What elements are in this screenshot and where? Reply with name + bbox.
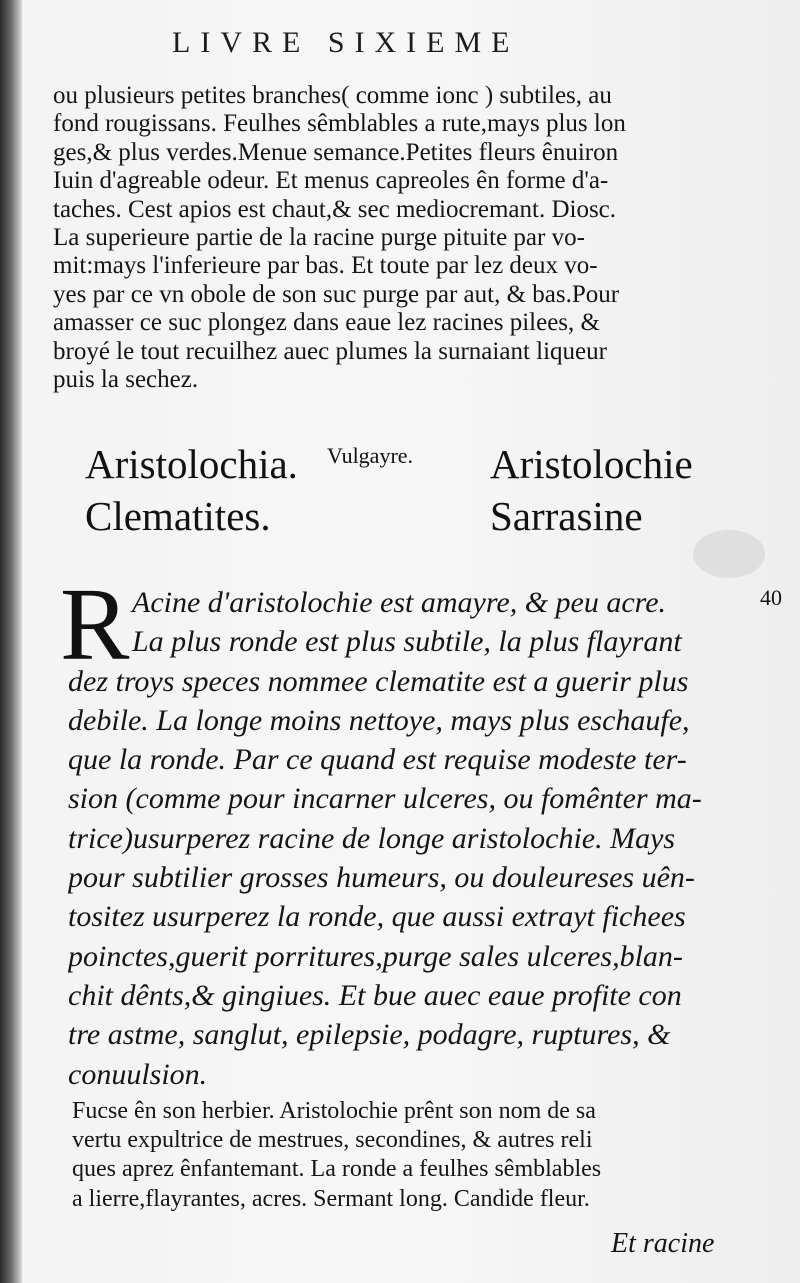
text-line: amasser ce suc plongez dans eaue lez racines pilees, & (53, 309, 600, 337)
heading-latin-line2: Clematites. (85, 493, 271, 539)
text-line: tositez usurperez la ronde, que aussi extrayt fichees (68, 900, 686, 934)
text-line: mit:mays l'inferieure par bas. Et toute par lez deux vo- (53, 252, 598, 280)
drop-cap: R (60, 567, 130, 682)
heading-french-line2: Sarrasine (490, 493, 643, 539)
text-line: conuulsion. (68, 1057, 208, 1091)
text-line: La superieure partie de la racine purge pituite par vo- (53, 223, 585, 251)
bottom-paragraph (72, 1097, 762, 1214)
text-line: ges,& plus verdes.Menue semance.Petites fleurs ênuiron (53, 138, 619, 166)
text-line: sion (comme pour incarner ulceres, ou fomênter ma- (68, 782, 702, 816)
text-line: Iuin d'agreable odeur. Et menus capreoles ên forme d'a- (53, 167, 609, 195)
italic-paragraph (68, 583, 748, 1094)
catchword: Et racine (611, 1228, 715, 1259)
text-line: tre astme, sanglut, epilepsie, podagre, ruptures, & (68, 1018, 671, 1052)
running-head: LIVRE SIXIEME (172, 26, 520, 59)
text-line: fond rougissans. Feulhes sêmblables a rute,mays plus lon (53, 110, 626, 138)
text-line: puis la sechez. (53, 365, 199, 393)
text-line: trice)usurperez racine de longe aristolochie. Mays (68, 821, 676, 855)
text-line: Acine d'aristolochie est amayre, & peu acre. (132, 586, 667, 619)
text-line: pour subtilier grosses humeurs, ou douleureses uên- (68, 861, 695, 895)
text-line: La plus ronde est plus subtile, la plus flayrant (132, 625, 682, 659)
heading-latin-line1: Aristolochia. (85, 441, 298, 487)
folio-number: 40 (760, 585, 782, 610)
text-line: taches. Cest apios est chaut,& sec mediocremant. Diosc. (53, 195, 617, 223)
text-line: dez troys speces nommee clematite est a guerir plus (68, 664, 689, 698)
text-line: poinctes,guerit porritures,purge sales ulceres,blan- (68, 939, 683, 973)
page-stain (693, 530, 765, 578)
text-line: ou plusieurs petites branches( comme ionc ) subtiles, au (53, 82, 612, 109)
text-line: Fucse ên son herbier. Aristolochie prênt son nom de sa (72, 1098, 596, 1124)
text-line: vertu expultrice de mestrues, secondines, & autres reli (72, 1127, 593, 1154)
top-paragraph (53, 82, 753, 394)
text-line: ques aprez ênfantemant. La ronde a feulhes sêmblables (72, 1156, 602, 1183)
text-line: broyé le tout recuilhez auec plumes la surnaiant liqueur (53, 337, 607, 365)
text-line: chit dênts,& gingiues. Et bue auec eaue profite con (68, 978, 682, 1012)
text-line: que la ronde. Par ce quand est requise modeste ter- (68, 743, 687, 777)
text-line: a lierre,flayrantes, acres. Sermant long. Candide fleur. (72, 1185, 590, 1212)
heading-vulgayre: Vulgayre. (327, 443, 414, 468)
text-line: yes par ce vn obole de son suc purge par aut, & bas.Pour (53, 280, 620, 308)
book-spine-shadow (0, 0, 22, 1283)
heading-french-line1: Aristolochie (490, 441, 693, 487)
text-line: debile. La longe moins nettoye, mays plus eschaufe, (68, 703, 690, 737)
